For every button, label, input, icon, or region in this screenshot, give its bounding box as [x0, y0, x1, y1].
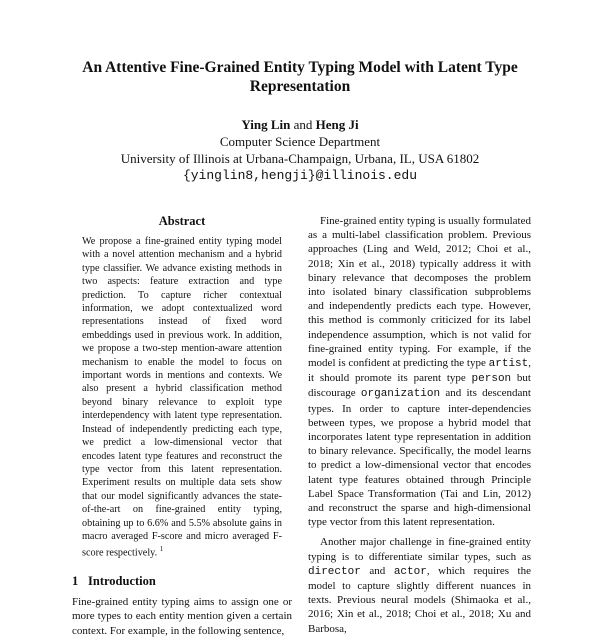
author-department: Computer Science Department	[219, 134, 381, 149]
author-name-2: Heng Ji	[315, 117, 359, 132]
author-conjunction: and	[293, 117, 313, 132]
type-name-artist: artist	[488, 358, 529, 371]
text-run: , which requires the model to capture slightly different nuances in texts. Previous neural models (Shimaoka et al., 2016; Xin et al., 2018; Choi et al., 2018; Xu and Barbosa,	[308, 564, 531, 635]
type-name-director: director	[308, 565, 361, 578]
section-heading-introduction	[72, 574, 292, 589]
abstract-body: We propose a fine-grained entity typing model with a novel attention mechanism and a hybrid type classifier. We advance existing methods in two aspects: feature extraction and type prediction. To capture richer contextual information, we adopt contextualized word representations instead of fixed word embeddings used in previous work. In addition, we propose a two-step mention-aware attention mechanism to enable the model to focus on important words in mentions and contexts. We also present a hybrid classification method beyond binary relevance to exploit type interdependency with latent type representation. Instead of independently predicting each type, we predict a low-dimensional vector that encodes latent type features and reconstruct the type vector from this latent representation. Experiment results on multiple data sets show that our model significantly advances the state-of-the-art on fine-grained entity typing, obtaining up to 6.6% and 5.5% absolute gains in macro averaged F-score and micro averaged F-score respectively.	[82, 236, 282, 559]
section-title: Introduction	[88, 574, 156, 589]
text-run: , it should promote its parent type	[308, 357, 531, 385]
section-number: 1	[72, 574, 79, 589]
paper-title: An Attentive Fine-Grained Entity Typing Model with Latent Type Representation	[82, 59, 518, 95]
author-affiliation: University of Illinois at Urbana-Champaign, Urbana, IL, USA 61802	[120, 151, 480, 166]
type-name-person: person	[471, 373, 512, 386]
introduction-text: Fine-grained entity typing aims to assign one or more types to each entity mention given a certain context. For example, in the following sentence,	[72, 596, 292, 637]
author-names	[60, 116, 540, 133]
type-name-organization: organization	[360, 388, 441, 401]
abstract-text	[72, 235, 292, 560]
author-emails: {yinglin8,hengji}@illinois.edu	[182, 168, 418, 183]
abstract-heading: Abstract	[158, 214, 206, 228]
type-name-actor: actor	[393, 565, 427, 578]
text-run: Fine-grained entity typing is usually formulated as a multi-label classification problem. Previous approaches (Ling and Weld, 2012; Choi et al., 2018; Xin et al., 2018) typically address it with binary relevance that decomposes the problem into isolated binary classification subproblems and independently predicts each type. However, this method is commonly criticized for its label independence assumption, which is not valid for fine-grained entity typing. For example, if the model is confident at predicting the type	[308, 215, 531, 370]
text-run: and	[360, 564, 394, 577]
left-column	[72, 214, 292, 638]
right-paragraph-1	[308, 214, 531, 529]
right-column	[308, 214, 531, 636]
footnote-mark: 1	[159, 545, 164, 554]
author-block	[60, 116, 540, 184]
right-paragraph-2	[308, 535, 531, 635]
text-run: but discourage	[308, 372, 531, 400]
text-run: and its descendant types. In order to capture inter-dependencies between types, we propose a hybrid model that incorporates latent type representation in addition to binary relevance. Specifically, the model learns to predict a low-dimensional vector that encodes latent type features obtained through Principle Label Space Transformation (Tai and Lin, 2012) and reconstruct the sparse and high-dimensional type vector from this latent representation.	[308, 387, 531, 529]
author-name-1: Ying Lin	[241, 117, 291, 132]
text-run: Another major challenge in fine-grained entity typing is to differentiate similar types, such as	[308, 536, 531, 563]
